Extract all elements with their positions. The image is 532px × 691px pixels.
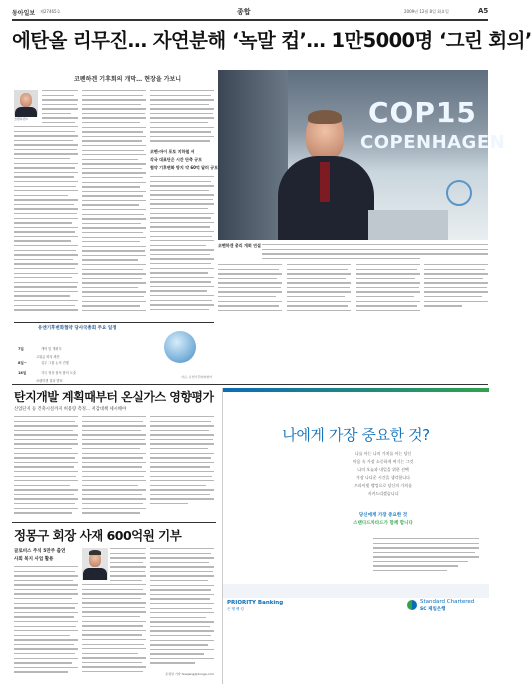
photo-caption-text (262, 244, 488, 262)
story2-col1 (14, 416, 78, 518)
un-emblem-icon (446, 180, 472, 206)
ad-fine-print (373, 538, 479, 578)
reporter-caption: 코펜하겐= (14, 117, 29, 121)
story3-byline: 조정일 기자 hisajang@donga.com (165, 672, 214, 676)
main-story-col2 (82, 90, 146, 316)
masthead-bar (12, 7, 488, 19)
main-story-col1b (14, 126, 78, 316)
infobox-item-3b: 코펜하겐 결과 발표 (36, 379, 63, 383)
paper-name: 동아일보 (12, 10, 36, 17)
photo-caption-title: 코펜하겐 총리 개회 연설 (218, 243, 261, 248)
ad-headline: 나에게 가장 중요한 것? (282, 426, 430, 444)
ad-body-line-6: 지켜드리겠습니다 (367, 491, 399, 496)
story3-col3 (150, 548, 214, 670)
section-divider-1 (12, 384, 488, 385)
speaker-tie (320, 162, 330, 202)
ad-body-line-1: 나를 아는 나의 가치를 아는 당신 (354, 451, 412, 456)
infobox-day-2: 8일~ (18, 361, 27, 365)
story2-subhead: 신업단지 등 건축시설까지 허용량 측정… 저감대책 세시해야 (14, 407, 127, 412)
infobox-row-3 (18, 359, 158, 383)
ad-body-line-4: 가장 나다운 시간을 생각합니다 (355, 475, 411, 480)
chung-portrait (82, 548, 108, 580)
infobox-source: 자료: 유엔기후변화협약 (181, 375, 212, 379)
main-story-col3b (150, 176, 214, 316)
story2-col3 (150, 416, 214, 518)
right-col-3 (356, 264, 420, 318)
issue-number: 제27465호 (40, 9, 61, 14)
priority-banking-name: PRIORITY Banking (227, 600, 284, 606)
ad-body-line-2: 마음 속 가장 소중하게 여기는 그것 (352, 459, 414, 464)
page-number: A5 (478, 7, 489, 15)
infobox-item-2a: 실무 그룹 논의 진행 (41, 361, 69, 365)
right-col-4 (424, 264, 488, 318)
podium (368, 210, 448, 240)
pull-quote-1: 코펜-마이 포토 지하철 서 (150, 149, 195, 154)
infobox-item-1b: 고위급 회의 세션 (36, 355, 60, 359)
ad-footer-band (223, 584, 489, 598)
story3-col1 (14, 566, 78, 678)
standard-chartered-name: Standard Chartered (420, 599, 475, 605)
sc-first-bank-name: SC 제일은행 (420, 607, 446, 612)
ad-top-strip (223, 388, 489, 392)
globe-icon (164, 331, 196, 363)
speaker-head (306, 112, 344, 160)
ad-tagline-2: 스탠다드차타드가 함께 합니다 (353, 521, 413, 526)
header-rule (12, 19, 488, 21)
story3-subhead-1: 글로비스 주식 5만주 출연 (14, 549, 66, 554)
story2-col2 (82, 416, 146, 518)
story3-col2b (82, 584, 146, 678)
ad-body (283, 450, 483, 498)
issue-date: 2009년 12월 8일 화요일 (404, 9, 449, 14)
right-col-1 (218, 264, 282, 318)
section-divider-2 (12, 522, 216, 523)
main-story-subhead: 코펜하겐 기후회의 개막… 현장을 가보니 (74, 76, 182, 83)
priority-banking-logo (227, 600, 283, 612)
infobox-day-3: 18일 (18, 371, 27, 375)
bank-advertisement (222, 388, 488, 684)
ad-body-line-3: 나의 오늘과 내일을 위한 선택 (357, 467, 409, 472)
conference-photo (218, 70, 506, 240)
main-story-col3a (150, 90, 214, 148)
ad-body-line-5: 프라이빗 뱅킹으로 당신의 가치를 (354, 483, 412, 488)
photo-banner-copenhagen: COPENHAGEN (360, 132, 506, 153)
pull-quote-3: 협약 기후변화 방지 약 60억 달러 규모 (150, 165, 219, 170)
infobox-title: 유엔기후변화협약 당사국총회 주요 일정 (38, 326, 117, 331)
infobox-item-1a: 개막 및 개회식 (41, 347, 62, 351)
pull-quote-2: 각국 대표단은 시간 단축 규모 (150, 157, 202, 162)
standard-chartered-logo-icon (407, 600, 417, 610)
infobox-item-3a: 각국 정상 참석 합의 도출 (41, 371, 76, 375)
priority-banking-sub: 은 행 뱅 킹 (227, 607, 244, 611)
schedule-infobox (14, 322, 214, 383)
infobox-day-1: 7일 (18, 347, 24, 351)
story3-col2a (110, 548, 146, 582)
main-headline: 에탄올 리무진… 자연분해 ‘녹말 컵’… 1만5000명 ‘그린 회의’ (12, 29, 532, 52)
story2-headline: 탄지개발 계획때부터 온실가스 영향평가 (14, 390, 214, 404)
photo-banner-cop15: COP15 (368, 96, 477, 129)
story3-subhead-2: 사회 복지 사업 활용 (14, 557, 54, 562)
story3-headline: 정몽구 회장 사재 600억원 기부 (14, 528, 182, 543)
main-story-col1 (42, 90, 78, 124)
ad-tagline: 당신에게 가장 중요한 것 (358, 513, 408, 518)
right-col-2 (287, 264, 351, 318)
reporter-photo (14, 90, 38, 116)
section-label: 종합 (237, 8, 251, 16)
